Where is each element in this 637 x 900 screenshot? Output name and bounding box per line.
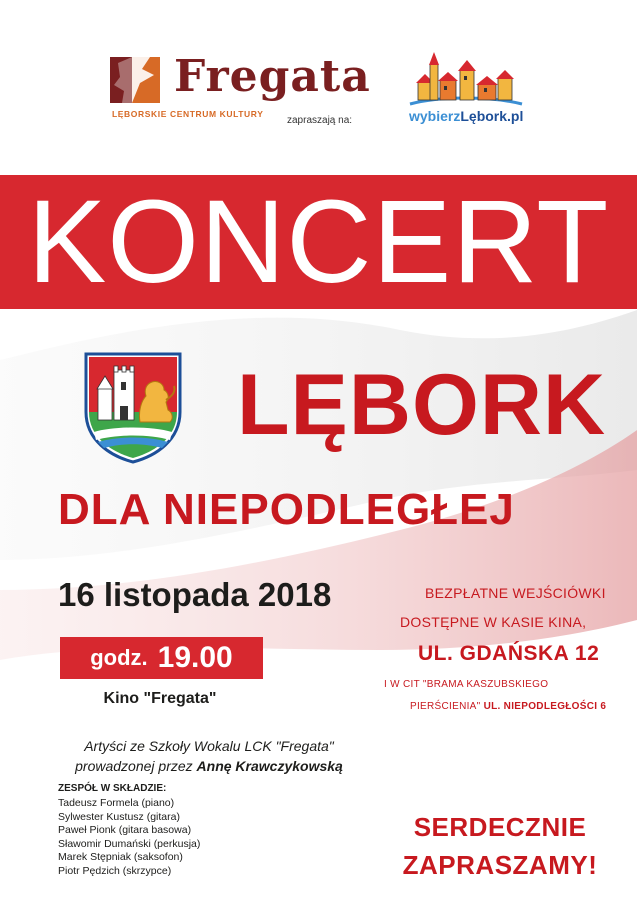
artists-line1: Artyści ze Szkoły Wokalu LCK "Fregata" [84, 738, 334, 754]
event-venue: Kino "Fregata" [103, 690, 217, 707]
artists-line2-prefix: prowadzonej przez [75, 758, 193, 774]
tickets-line5a: PIERŚCIENIA" [410, 701, 481, 712]
fregata-logo-mark-icon [110, 55, 166, 105]
time-value: 19.00 [157, 641, 233, 674]
tickets-line5 [410, 701, 606, 712]
tickets-line2: DOSTĘPNE W KASIE KINA, [400, 614, 587, 630]
fregata-subtitle: LĘBORSKIE CENTRUM KULTURY [112, 109, 264, 119]
wybierz-lebork-text [409, 108, 523, 124]
list-item: Piotr Pędzich (skrzypce) [58, 864, 172, 877]
team-members-list [58, 797, 200, 878]
list-item: Sylwester Kustusz (gitara) [58, 810, 180, 823]
wybierz-lebork-logo [400, 52, 530, 128]
wybierz-lebork-skyline-icon [400, 52, 530, 108]
tickets-line5b: UL. NIEPODLEGŁOŚCI 6 [483, 701, 607, 712]
list-item: Paweł Pionk (gitara basowa) [58, 824, 192, 836]
time-label: godz. [90, 645, 148, 670]
artists-line2-name: Annę Krawczykowską [196, 758, 343, 774]
artists-line2 [54, 756, 364, 776]
lebork-coat-of-arms-icon [84, 352, 182, 464]
artists-text [54, 736, 364, 776]
list-item: Tadeusz Formela (piano) [58, 797, 175, 809]
tickets-line1: BEZPŁATNE WEJŚCIÓWKI [425, 585, 606, 601]
closing-line1: SERDECZNIE [413, 812, 587, 842]
closing-text [380, 808, 620, 884]
closing-line2: ZAPRASZAMY! [402, 850, 598, 880]
event-date: 16 listopada 2018 [58, 576, 332, 613]
title-banner [0, 175, 637, 309]
banner-title: KONCERT [27, 176, 610, 308]
list-item: Sławomir Dumański (perkusja) [58, 837, 201, 850]
invite-text: zapraszają na: [287, 115, 353, 126]
wybierz-part1: wybierz [409, 108, 461, 124]
event-title-line1: LĘBORK [237, 357, 607, 453]
fregata-name: Fregata [174, 51, 371, 102]
tickets-address: UL. GDAŃSKA 12 [418, 642, 600, 665]
wybierz-part2: Lębork.pl [460, 108, 524, 124]
team-heading: ZESPÓŁ W SKŁADZIE: [58, 783, 167, 794]
event-title-line2: DLA NIEPODLEGŁEJ [58, 485, 515, 534]
event-time-box [60, 637, 263, 679]
list-item: Marek Stępniak (saksofon) [58, 851, 183, 863]
tickets-line4: I W CIT "BRAMA KASZUBSKIEGO [384, 679, 549, 690]
